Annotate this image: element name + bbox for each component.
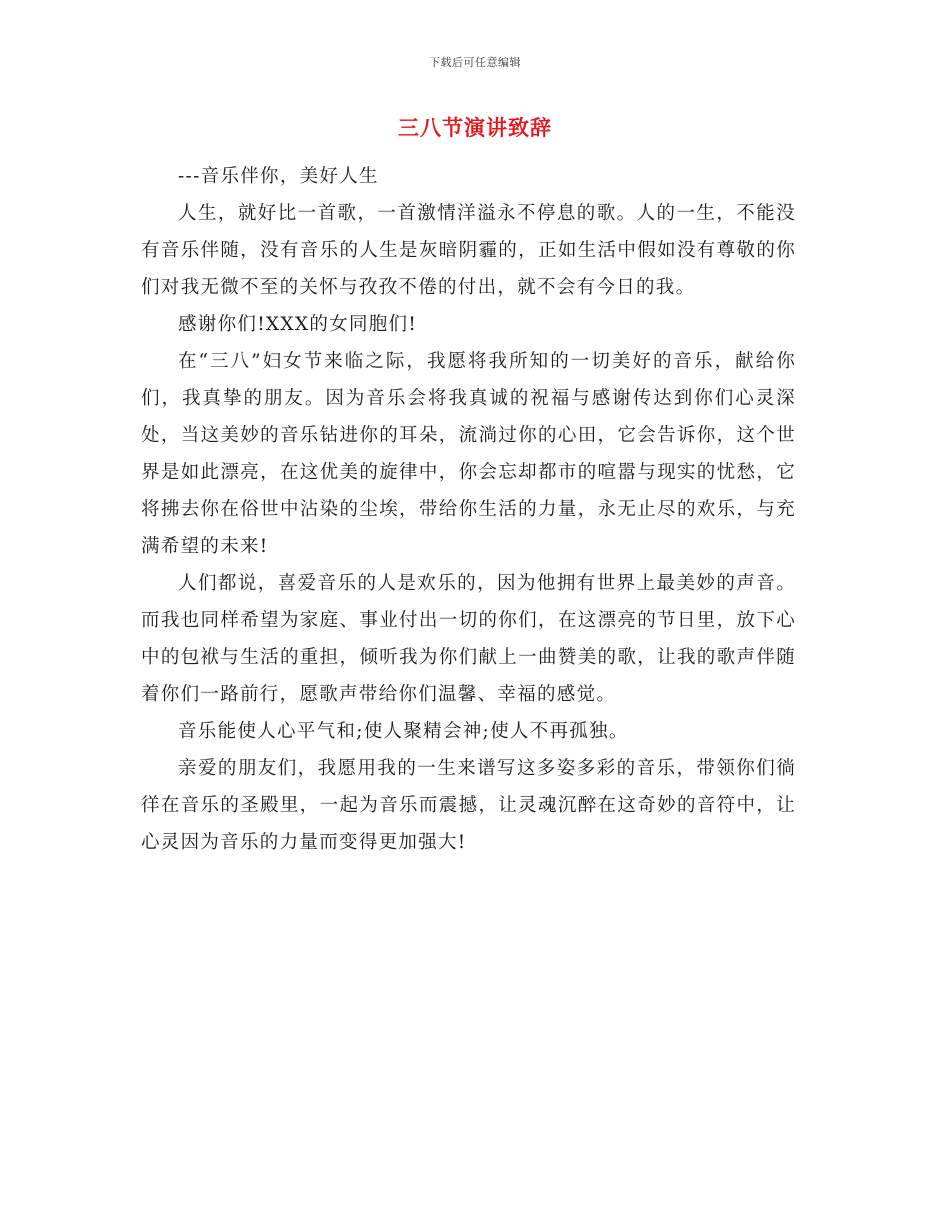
body-paragraph: 亲爱的朋友们，我愿用我的一生来谱写这多姿多彩的音乐，带领你们徜徉在音乐的圣殿里，一起为音乐而震撼，让灵魂沉醉在这奇妙的音符中，让心灵因为音乐的力量而变得更加强大! bbox=[141, 758, 796, 853]
body-paragraph: 人生，就好比一首歌，一首激情洋溢永不停息的歌。人的一生，不能没有音乐伴随，没有音乐的人生是灰暗阴霾的，正如生活中假如没有尊敬的你们对我无微不至的关怀与孜孜不倦的付出，就不会有今日的我。 bbox=[141, 203, 796, 298]
document-title: 三八节演讲致辞 bbox=[398, 115, 552, 140]
body-paragraph: 在“三八”妇女节来临之际，我愿将我所知的一切美好的音乐，献给你们，我真挚的朋友。因为音乐会将我真诚的祝福与感谢传达到你们心灵深处，当这美妙的音乐钻进你的耳朵，流淌过你的心田，它会告诉你，这个世界是如此漂亮，在这优美的旋律中，你会忘却都市的喧嚣与现实的忧愁，它将拂去你在俗世中沾染的尘埃，带给你生活的力量，永无止尽的欢乐，与充满希望的未来! bbox=[141, 351, 796, 557]
body-paragraph: 音乐能使人心平气和;使人聚精会神;使人不再孤独。 bbox=[178, 721, 629, 742]
subtitle-paragraph: ---音乐伴你，美好人生 bbox=[178, 166, 379, 187]
header-note: 下载后可任意编辑 bbox=[429, 56, 521, 69]
document-body bbox=[141, 158, 796, 861]
body-paragraph: 感谢你们!XXX的女同胞们! bbox=[178, 314, 418, 335]
body-paragraph: 人们都说，喜爱音乐的人是欢乐的，因为他拥有世界上最美妙的声音。而我也同样希望为家庭、事业付出一切的你们，在这漂亮的节日里，放下心中的包袱与生活的重担，倾听我为你们献上一曲赞美的歌，让我的歌声伴随着你们一路前行，愿歌声带给你们温馨、幸福的感觉。 bbox=[141, 573, 796, 705]
